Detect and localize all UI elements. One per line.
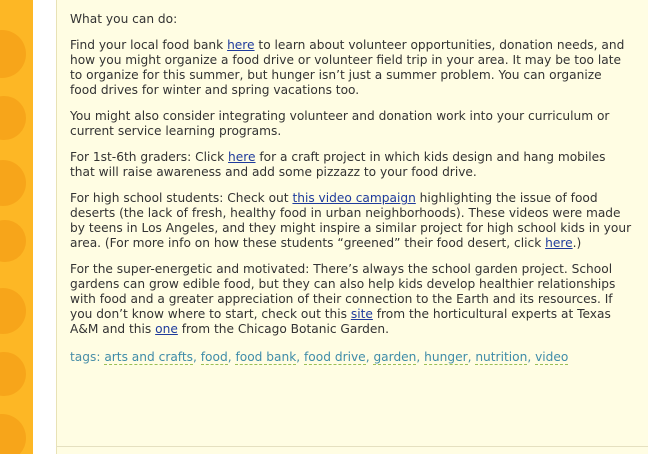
food-desert-link[interactable]: here — [545, 236, 573, 250]
tag-list — [70, 350, 632, 365]
tag-separator: , — [527, 350, 536, 364]
decorative-circle — [0, 288, 26, 334]
video-campaign-link[interactable]: this video campaign — [292, 191, 416, 205]
tag-separator: , — [296, 350, 305, 364]
tag-link[interactable]: arts and crafts — [104, 350, 193, 364]
tag-link[interactable]: food bank — [235, 350, 297, 364]
section-heading: What you can do: — [70, 12, 178, 26]
text: for a craft project in which kids design and hang mobiles that will raise awareness and add some pizzazz to your food drive. — [70, 150, 606, 179]
text: from the Chicago Botanic Garden. — [177, 322, 389, 336]
text: .) — [572, 236, 582, 250]
tag-link[interactable]: garden — [373, 350, 417, 364]
craft-project-link[interactable]: here — [228, 150, 256, 164]
text: For the super-energetic and motivated: There’s always the school garden project. School gardens can grow edible food, but they can also help kids develop healthier relationships with food and a greater appreciation of their connection to the Earth and its resources. If you don’t know where to start, check out this — [70, 262, 616, 321]
decorative-circle — [0, 160, 26, 206]
tag-separator: , — [193, 350, 201, 364]
post-content — [56, 0, 648, 454]
botanic-garden-link[interactable]: one — [155, 322, 178, 336]
decorative-circle — [0, 352, 26, 396]
tag-link[interactable]: nutrition — [475, 350, 528, 364]
text: Find your local food bank — [70, 38, 228, 52]
decorative-sidebar — [0, 0, 33, 454]
text: For high school students: Check out — [70, 191, 293, 205]
decorative-circle — [0, 30, 26, 78]
tag-separator: , — [365, 350, 374, 364]
tag-separator: , — [467, 350, 476, 364]
decorative-circle — [0, 220, 26, 262]
text: highlighting the issue of food deserts (the lack of fresh, healthy food in urban neighborhoods). These videos were made by teens in Los Angeles, and they might inspire a similar project for high school kids in your area. (For more info on how these students “greened” their food desert, click — [70, 191, 632, 250]
tag-link[interactable]: food drive — [304, 350, 366, 364]
tag-link[interactable]: video — [535, 350, 569, 364]
paragraph-garden — [70, 262, 632, 337]
paragraph-craft — [70, 150, 632, 180]
decorative-circle — [0, 414, 26, 454]
tag-link[interactable]: food — [200, 350, 228, 364]
texas-am-site-link[interactable]: site — [350, 307, 373, 321]
decorative-circle — [0, 96, 26, 140]
tag-separator: , — [227, 350, 236, 364]
paragraph-high-school — [70, 191, 632, 251]
content-bottom-divider — [56, 446, 648, 447]
food-bank-link[interactable]: here — [227, 38, 255, 52]
text: For 1st-6th graders: Click — [70, 150, 229, 164]
text: from the horticultural experts at Texas A&M and this — [70, 307, 611, 336]
tags-label: tags: — [70, 350, 105, 364]
text: to learn about volunteer opportunities, donation needs, and how you might organize a food drive or volunteer field trip in your area. It may be too late to organize for this summer, but hunger isn’t just a summer problem. You can organize food drives for winter and spring vacations too. — [70, 38, 625, 97]
post-body — [70, 12, 632, 365]
paragraph-curriculum: You might also consider integrating volunteer and donation work into your curriculum or current service learning programs. — [70, 109, 610, 138]
paragraph-food-bank — [70, 38, 632, 98]
tag-separator: , — [416, 350, 425, 364]
tag-link[interactable]: hunger — [424, 350, 468, 364]
